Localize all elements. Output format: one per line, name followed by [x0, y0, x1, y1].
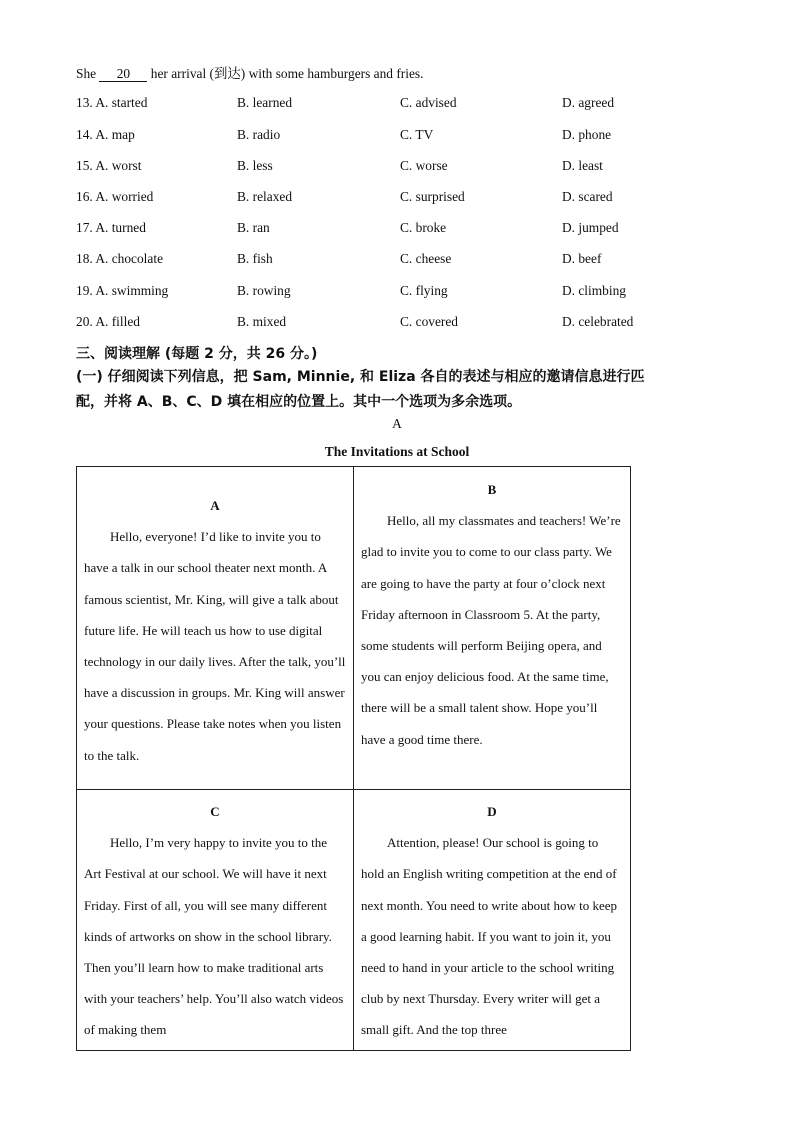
invitation-card-a — [77, 467, 354, 790]
option-b: B. less — [237, 158, 273, 173]
cloze-blank-20: 20 — [99, 67, 147, 82]
option-a: 13. A. started — [76, 95, 148, 110]
option-c: C. worse — [400, 158, 448, 173]
card-label: B — [487, 482, 497, 497]
table-row — [77, 467, 631, 790]
option-b: B. radio — [237, 127, 281, 142]
option-c: C. TV — [400, 127, 434, 142]
table-row — [77, 790, 631, 1051]
cloze-before: She — [76, 66, 100, 81]
card-label: D — [487, 804, 497, 819]
option-row-18 — [76, 251, 756, 269]
option-a: 17. A. turned — [76, 220, 146, 235]
section-instruction-line2: 配，并将 A、B、C、D 填在相应的位置上。其中一个选项为多余选项。 — [76, 394, 522, 410]
option-a: 20. A. filled — [76, 314, 140, 329]
section-heading: 三、阅读理解 (每题 2 分，共 26 分。) — [76, 346, 318, 362]
card-label: A — [210, 498, 220, 513]
option-d: D. agreed — [562, 95, 615, 110]
option-c: C. broke — [400, 220, 447, 235]
option-a: 16. A. worried — [76, 189, 154, 204]
passage-title: The Invitations at School — [324, 444, 470, 459]
option-row-13 — [76, 95, 756, 113]
option-d: D. jumped — [562, 220, 619, 235]
option-b: B. relaxed — [237, 189, 293, 204]
option-c: C. flying — [400, 283, 448, 298]
option-b: B. rowing — [237, 283, 291, 298]
invitation-card-c — [77, 790, 354, 1051]
option-d: D. beef — [562, 251, 602, 266]
option-d: D. least — [562, 158, 603, 173]
option-c: C. advised — [400, 95, 457, 110]
cloze-after: her arrival (到达) with some hamburgers and fries. — [147, 66, 424, 81]
cloze-sentence — [76, 63, 423, 82]
option-a: 19. A. swimming — [76, 283, 169, 298]
card-text: Attention, please! Our school is going to hold an English writing competition at the end of next month. You need to write about how to keep a good learning habit. If you want to join it, you need to hand in your article to the school writing club by next Thursday. Every writer will get a small gift. And the top three — [361, 835, 617, 1038]
option-row-19 — [76, 283, 756, 301]
option-a: 15. A. worst — [76, 158, 142, 173]
invitation-card-b — [354, 467, 631, 790]
section-instruction-line1: (一) 仔细阅读下列信息，把 Sam, Minnie, 和 Eliza 各自的表述与相应的邀请信息进行匹 — [76, 369, 645, 385]
option-b: B. ran — [237, 220, 270, 235]
option-b: B. fish — [237, 251, 273, 266]
option-a: 18. A. chocolate — [76, 251, 164, 266]
option-a: 14. A. map — [76, 127, 135, 142]
option-row-15 — [76, 158, 756, 176]
option-row-16 — [76, 189, 756, 207]
card-text: Hello, all my classmates and teachers! We’re glad to invite you to come to our class party. We are going to have the party at four o’clock next Friday afternoon in Classroom 5. At the party, some students will perform Beijing opera, and you can enjoy delicious food. At the same time, there will be a small talent show. Hope you’ll have a good time there. — [361, 513, 621, 747]
card-text: Hello, I’m very happy to invite you to the Art Festival at our school. We will have it next Friday. First of all, you will see many different kinds of artworks on show in the school library. Then you’ll learn how to make traditional arts with your teachers’ help. You’ll also watch videos of making them — [84, 835, 344, 1038]
option-d: D. phone — [562, 127, 612, 142]
option-b: B. mixed — [237, 314, 287, 329]
option-row-14 — [76, 127, 756, 145]
option-c: C. cheese — [400, 251, 452, 266]
invitations-table — [76, 466, 631, 1051]
option-d: D. climbing — [562, 283, 626, 298]
part-label: A — [392, 416, 402, 431]
option-row-20 — [76, 314, 756, 332]
option-c: C. surprised — [400, 189, 465, 204]
option-d: D. celebrated — [562, 314, 634, 329]
option-d: D. scared — [562, 189, 613, 204]
option-b: B. learned — [237, 95, 293, 110]
option-row-17 — [76, 220, 756, 238]
card-text: Hello, everyone! I’d like to invite you to have a talk in our school theater next month. A famous scientist, Mr. King, will give a talk about future life. He will teach us how to use digital technology in our daily lives. After the talk, you’ll have a discussion in groups. Mr. King will answer your questions. Please take notes when you listen to the talk. — [84, 529, 346, 763]
card-label: C — [210, 804, 220, 819]
invitation-card-d — [354, 790, 631, 1051]
option-c: C. covered — [400, 314, 459, 329]
